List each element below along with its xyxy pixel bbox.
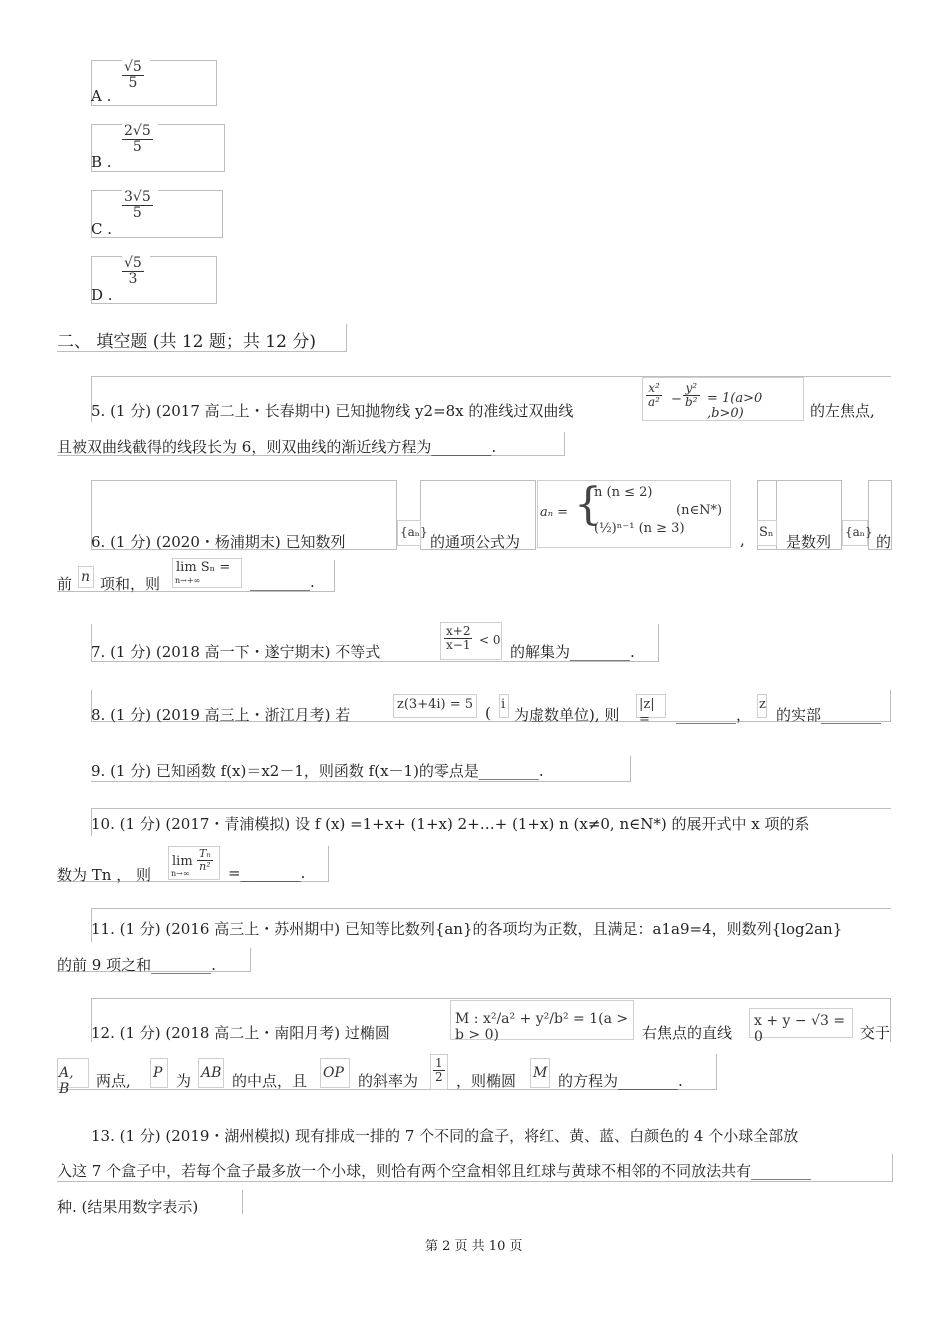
q5-hyperbola-formula: $\frac{\text{x²}}{\text{a²}}$ − $\frac{\text{y²}}{\text{b²}}$ = 1(a>0 ,b>0) — [642, 377, 804, 421]
q6-n-formula — [78, 566, 94, 588]
q6-comma: , — [740, 531, 745, 549]
q8-p4: ________， — [676, 706, 752, 724]
q10-line2-post: =________. — [228, 864, 306, 882]
q11-line1: 11. (1 分) (2016 高三上・苏州期中) 已知等比数列{an}的各项均为正数，且满足：a1a9=4，则数列{log2an} — [91, 920, 843, 938]
q7-den: x−1 — [446, 637, 471, 652]
q11-line2: 的前 9 项之和________. — [57, 956, 216, 974]
q6-case1: n (n ≤ 2) — [594, 485, 653, 500]
option-a-letter: A . — [91, 87, 112, 105]
q5-line1-post: 的左焦点, — [810, 402, 875, 420]
q8-p2: ( — [485, 704, 491, 722]
q6-an-label: aₙ = — [540, 505, 569, 520]
q6-p4: 的 — [876, 533, 892, 551]
option-d-den: 3 — [128, 270, 138, 287]
option-b-num: 2√5 — [124, 123, 151, 139]
q12-t2: 为 — [176, 1072, 192, 1090]
option-c-num: 3√5 — [124, 189, 151, 205]
option-b-formula — [122, 124, 158, 170]
option-c-letter: C . — [91, 220, 113, 238]
q12-t3: 的中点，且 — [232, 1072, 308, 1090]
q10-lim-formula — [168, 846, 220, 880]
q6-lim: lim Sₙ = — [176, 560, 231, 575]
q5-line2: 且被双曲线截得的线段长为 6，则双曲线的渐近线方程为________. — [57, 438, 497, 456]
q10-line1: 10. (1 分) (2017・青浦模拟) 设 f (x) =1+x+ (1+x) 2+…+ (1+x) n (x≠0, n∈N*) 的展开式中 x 项的系 — [91, 815, 810, 833]
q13-line3: 种. (结果用数字表示) — [57, 1198, 199, 1216]
q9-text: 9. (1 分) 已知函数 f(x)＝x2－1，则函数 f(x－1)的零点是________. — [91, 762, 544, 780]
q10-lim: lim — [172, 854, 193, 869]
option-a-num: √5 — [124, 59, 142, 75]
option-c-den: 5 — [132, 204, 142, 221]
q12-M-formula: M — [530, 1058, 550, 1088]
q10-line2-pre: 数为 Tn ， 则 — [57, 866, 151, 884]
option-d-num: √5 — [124, 255, 142, 271]
q5-line1-pre: 5. (1 分) (2017 高二上・长春期中) 已知抛物线 y2=8x 的准线过双曲线 — [91, 402, 574, 420]
option-a-formula — [122, 60, 150, 104]
q6-n: n — [81, 569, 91, 585]
option-b-letter: B . — [91, 153, 112, 171]
q7-formula — [440, 622, 502, 660]
q12-half-d: 2 — [435, 1069, 443, 1084]
q8-p5: 的实部________ — [776, 706, 882, 724]
q12-AB2-formula: AB — [198, 1058, 224, 1088]
q6-cond: (n∈N*) — [676, 503, 723, 518]
q8-i: i — [499, 694, 509, 718]
q12-half-formula — [430, 1054, 448, 1090]
option-a-den: 5 — [128, 74, 138, 91]
q10-den: n² — [199, 859, 211, 873]
option-d-letter: D . — [91, 286, 113, 304]
q10-lim-sub: n→∞ — [171, 869, 190, 878]
q8-f1: z(3+4i) = 5 — [393, 694, 477, 718]
q10-num: Tₙ — [199, 847, 211, 860]
option-b-den: 5 — [132, 138, 142, 155]
section2-title: 二、 填空题 (共 12 题；共 12 分) — [57, 332, 316, 352]
option-c-formula — [122, 190, 158, 236]
q12-t6: 的方程为________. — [558, 1072, 683, 1090]
q12-ellipse-formula: M : x²/a² + y²/b² = 1(a > b > 0) — [450, 1000, 634, 1040]
q7-pre: 7. (1 分) (2018 高一下・遂宁期末) 不等式 — [91, 643, 381, 661]
q13-line2: 入这 7 个盒子中，若每个盒子最多放一个小球，则恰有两个空盒相邻且红球与黄球不相邻的不同放法共有________ — [57, 1162, 812, 1180]
q8-pre: 8. (1 分) (2019 高三上・浙江月考) 若 — [91, 706, 351, 724]
q6-line2-pre: 前 — [57, 575, 73, 593]
q12-AB-formula: A, B — [57, 1058, 89, 1088]
q6-p2: 的通项公式为 — [430, 533, 521, 551]
q7-rel: < 0 — [479, 633, 501, 647]
q12-t5: ，则椭圆 — [456, 1072, 517, 1090]
q12-P-formula: P — [150, 1058, 168, 1088]
q5-formula-tail: = 1(a>0 ,b>0) — [707, 391, 763, 421]
q8-p3: 为虚数单位), 则 — [514, 706, 620, 724]
q6-line2-mid: 项和，则 — [100, 575, 161, 593]
q6-lim-sub: n→+∞ — [175, 576, 201, 585]
q12-pre: 12. (1 分) (2018 高二上・南阳月考) 过椭圆 — [91, 1024, 390, 1042]
q12-post: 交于 — [860, 1024, 891, 1042]
q12-half-n: 1 — [435, 1056, 443, 1070]
q6-Sn-formula: Sₙ — [757, 520, 777, 546]
q7-num: x+2 — [446, 624, 471, 638]
q6-lim-formula — [172, 558, 242, 588]
q7-post: 的解集为________. — [510, 643, 635, 661]
q12-OP-formula: OP — [320, 1058, 350, 1088]
q8-f2: |z| = — [636, 694, 666, 718]
option-d-formula — [122, 256, 150, 302]
q6-seq-formula: {aₙ} — [397, 520, 421, 546]
q12-mid: 右焦点的直线 — [642, 1024, 733, 1042]
q13-line1: 13. (1 分) (2019・湖州模拟) 现有排成一排的 7 个不同的盒子，将红、黄、蓝、白颜色的 4 个小球全部放 — [91, 1127, 799, 1145]
q6-an-formula: aₙ = { n (n ≤ 2) (½)ⁿ⁻¹ (n ≥ 3) (n∈N*) — [537, 480, 731, 548]
q12-t4: 的斜率为 — [358, 1072, 419, 1090]
q6-seq2-formula: {aₙ} — [842, 520, 868, 546]
page-footer: 第 2 页 共 10 页 — [425, 1239, 523, 1254]
q8-z: z — [757, 694, 767, 718]
q6-line2-end: ________. — [250, 573, 315, 591]
q6-p3: 是数列 — [786, 533, 832, 551]
q6-case2: (½)ⁿ⁻¹ (n ≥ 3) — [594, 521, 685, 536]
q12-t1: 两点, — [96, 1072, 131, 1090]
q6-p1: 6. (1 分) (2020・杨浦期末) 已知数列 — [91, 533, 346, 551]
q12-line-formula: x + y − √3 = 0 — [749, 1008, 853, 1038]
